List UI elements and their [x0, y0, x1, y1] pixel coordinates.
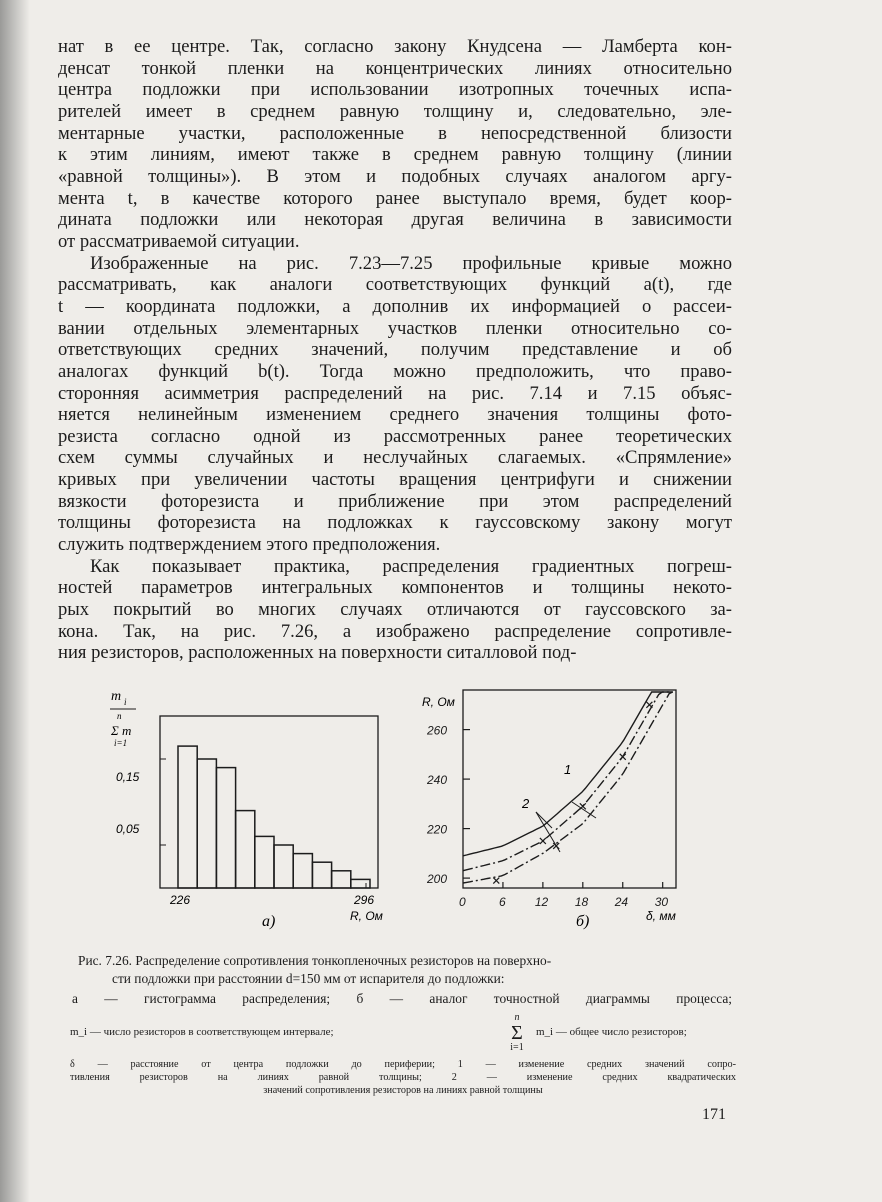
text-line: резиста согласно одной из рассмотренных ранее теоретических: [58, 425, 732, 447]
text-line: дината подложки или некоторая другая величина в зависимости: [58, 209, 732, 231]
y-label-sub: i: [124, 697, 127, 707]
caption-title-text: Распределение сопротивления тонкопленочных резисторов на поверхно-: [135, 953, 552, 968]
caption-sum-n: n: [514, 1012, 520, 1023]
text-line: t — координата подложки, а дополнив их информацией о рассеи-: [58, 295, 732, 317]
caption-line-m: [70, 1013, 734, 1057]
text-line: ностей параметров интегральных компонентов и толщины некото-: [58, 577, 732, 599]
curve-2-lower: [463, 692, 673, 883]
data-point-marker: [646, 702, 652, 708]
caption-title: [70, 952, 734, 988]
text-line: Как показывает практика, распределения градиентных погреш-: [90, 555, 732, 577]
y-tick-015: 0,15: [116, 770, 140, 784]
caption-line-a: а — гистограмма распределения; б — аналог точностной диаграммы процесса;: [72, 991, 732, 1006]
text-line: от рассматриваемой ситуации.: [58, 230, 300, 252]
caption-d-line3: значений сопротивления резисторов на линиях равной толщины: [263, 1085, 543, 1096]
y-tick-label: 240: [427, 773, 448, 788]
text-line: сторонняя асимметрия распределений на рис. 7.14 и 7.15 объяс-: [58, 382, 732, 404]
text-line: вании отдельных элементарных участков пленки относительно со-: [58, 317, 732, 339]
y-label-i1: i=1: [114, 738, 128, 748]
y-label-n: n: [117, 711, 122, 721]
caption-sum-i1: i=1: [510, 1042, 524, 1053]
text-line: нат в ее центре. Так, согласно закону Кнудсена — Ламберта кон-: [58, 36, 732, 57]
curve-label-2: 2: [522, 796, 530, 811]
caption-figure-number: Рис. 7.26.: [78, 953, 133, 968]
caption-m-right: m_i — общее число резисторов;: [536, 1026, 687, 1038]
text-line: вязкости фоторезиста и приближение при этом распределений: [58, 490, 732, 512]
leader-line-2b: [536, 812, 560, 852]
x-tick-296: 296: [354, 893, 375, 907]
caption-d-line2: тивления резисторов на линиях равной толщины; 2 — изменение средних квадратических: [70, 1072, 736, 1083]
y-label-sum: Σ m: [111, 723, 132, 738]
x-tick-label: 24: [614, 895, 629, 909]
y-tick-label: 220: [427, 822, 448, 837]
text-line: схем суммы случайных и неслучайных слагаемых. «Спрямление»: [58, 447, 732, 469]
plot-frame: [463, 690, 676, 888]
caption-sum: [505, 1013, 529, 1053]
x-tick-226: 226: [170, 893, 191, 907]
text-line: ментарные участки, расположенные в непосредственной близости: [58, 122, 732, 144]
figure-caption: [70, 952, 734, 988]
text-line: к этим линиям, имеют также в среднем равную толщину (линии: [58, 144, 732, 166]
text-line: рителей имеет в среднем равную толщину и, следовательно, эле-: [58, 100, 732, 122]
text-line: толщины фоторезиста на подложках к гауссовскому закону могут: [58, 512, 732, 534]
x-unit: R, Ом: [350, 909, 383, 923]
x-tick-label: 0: [459, 895, 466, 909]
x-tick-label: 12: [534, 895, 549, 909]
data-point-marker: [580, 803, 586, 809]
text-line: аналогах функций b(t). Тогда можно предположить, что право-: [58, 360, 732, 382]
data-point-marker: [540, 838, 546, 844]
text-line: рассматривать, как аналоги соответствующих функций a(t), где: [58, 274, 732, 296]
curve-1-mean: [463, 692, 673, 871]
text-line: денсат тонкой пленки на концентрических линиях относительно: [58, 57, 732, 79]
panel-label-b: б): [576, 913, 590, 930]
y-tick-label: 200: [427, 872, 448, 887]
caption-sum-symbol: Σ: [511, 1022, 523, 1044]
y-tick-005: 0,05: [116, 822, 140, 836]
caption-m-left: m_i — число резисторов в соответствующем интервале;: [70, 1026, 334, 1038]
curve-label-1: 1: [564, 762, 572, 777]
y-tick-label: 260: [427, 723, 448, 738]
text-line: центра подложки при использовании изотропных точечных испа-: [58, 79, 732, 101]
x-tick-label: 30: [654, 895, 669, 909]
text-line: мента t, в качестве которого ранее выступало время, будет коор-: [58, 187, 732, 209]
text-line: «равной толщины»). В этом и подобных случаях аналогом аргу-: [58, 165, 732, 187]
panel-label-a: а): [262, 913, 276, 930]
x-unit: δ, мм: [646, 909, 676, 923]
x-tick-label: 18: [574, 895, 589, 909]
text-line: служить подтверждением этого предположения.: [58, 534, 441, 556]
text-line: ния резисторов, расположенных на поверхности ситалловой под-: [58, 642, 577, 664]
text-line: рых покрытий во многих случаях отличаются от гауссовского за-: [58, 599, 732, 621]
data-point-marker: [493, 878, 499, 884]
y-label-m: m: [111, 689, 122, 704]
page-number: 171: [702, 1106, 726, 1123]
text-line: кона. Так, на рис. 7.26, а изображено распределение сопротивле-: [58, 620, 732, 642]
text-line: кривых при увеличении частоты вращения центрифуги и снижении: [58, 469, 732, 491]
caption-d-line1: δ — расстояние от центра подложки до периферии; 1 — изменение средних значений сопро-: [70, 1059, 736, 1070]
caption-line-d: [70, 1058, 736, 1097]
text-line: ответствующих средних значений, получим представление и об: [58, 339, 732, 361]
y-unit: R, Ом: [422, 695, 455, 709]
x-tick-label: 6: [498, 895, 506, 909]
text-line: Изображенные на рис. 7.23—7.25 профильные кривые можно: [90, 252, 732, 274]
caption-title-continued: сти подложки при расстоянии d=150 мм от испарителя до подложки:: [112, 971, 505, 986]
text-line: няется нелинейным изменением среднего значения толщины фото-: [58, 404, 732, 426]
data-point-marker: [620, 754, 626, 760]
